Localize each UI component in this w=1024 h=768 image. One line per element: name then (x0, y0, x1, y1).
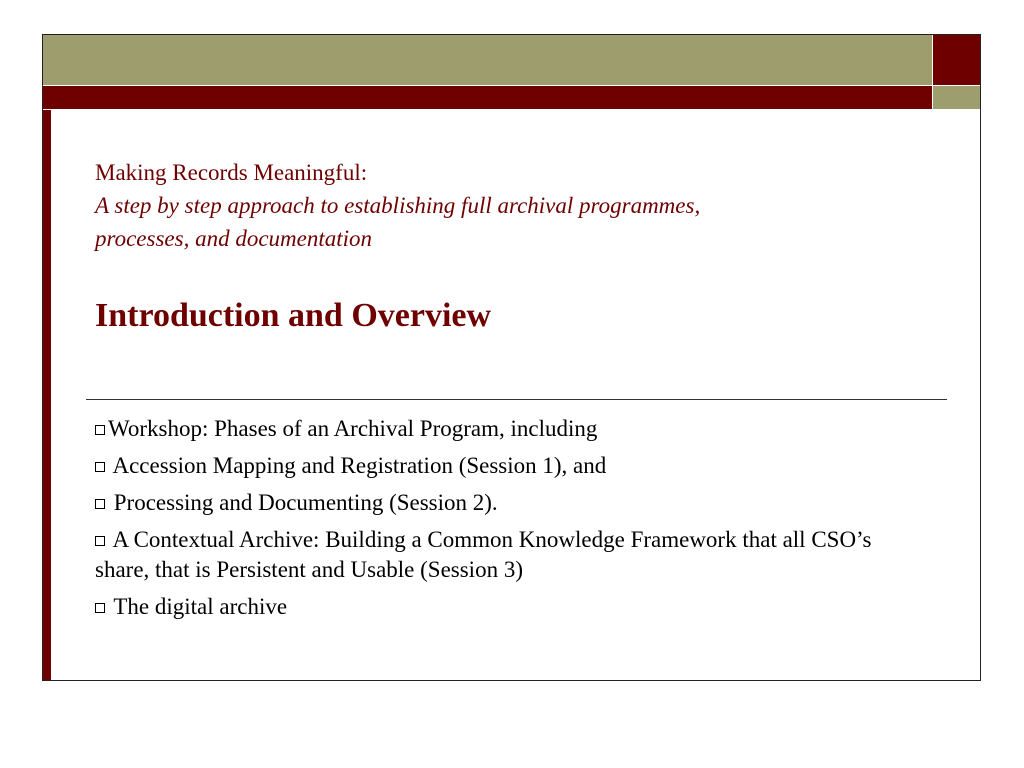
bullet-text: The digital archive (108, 594, 288, 619)
list-item (95, 592, 915, 622)
square-bullet-icon (95, 499, 105, 509)
left-accent-bar (43, 110, 51, 680)
square-bullet-icon (95, 462, 105, 472)
square-bullet-icon (95, 603, 105, 613)
header-band-olive (43, 35, 932, 85)
title-rule (86, 399, 947, 400)
list-item (95, 525, 915, 585)
bullet-text: Processing and Documenting (Session 2). (108, 490, 498, 515)
bullet-text: Accession Mapping and Registration (Session 1), and (108, 453, 607, 478)
header-square-maroon (932, 35, 980, 85)
subtitle-line-3: processes, and documentation (95, 226, 373, 251)
bullet-list (95, 414, 915, 629)
page-title: Introduction and Overview (95, 297, 492, 334)
subtitle-block (95, 156, 895, 255)
header-square-olive (932, 86, 980, 109)
square-bullet-icon (95, 536, 105, 546)
bullet-text: Workshop: Phases of an Archival Program, including (108, 416, 598, 441)
list-item (95, 488, 915, 518)
list-item (95, 451, 915, 481)
header-band-maroon (43, 86, 932, 109)
square-bullet-icon (95, 425, 105, 435)
list-item (95, 414, 915, 444)
subtitle-line-1: Making Records Meaningful: (95, 160, 368, 185)
bullet-text: A Contextual Archive: Building a Common Knowledge Framework that all CSO’s share, that is Persistent and Usable (Session 3) (95, 527, 872, 582)
subtitle-line-2: A step by step approach to establishing full archival programmes, (95, 193, 701, 218)
